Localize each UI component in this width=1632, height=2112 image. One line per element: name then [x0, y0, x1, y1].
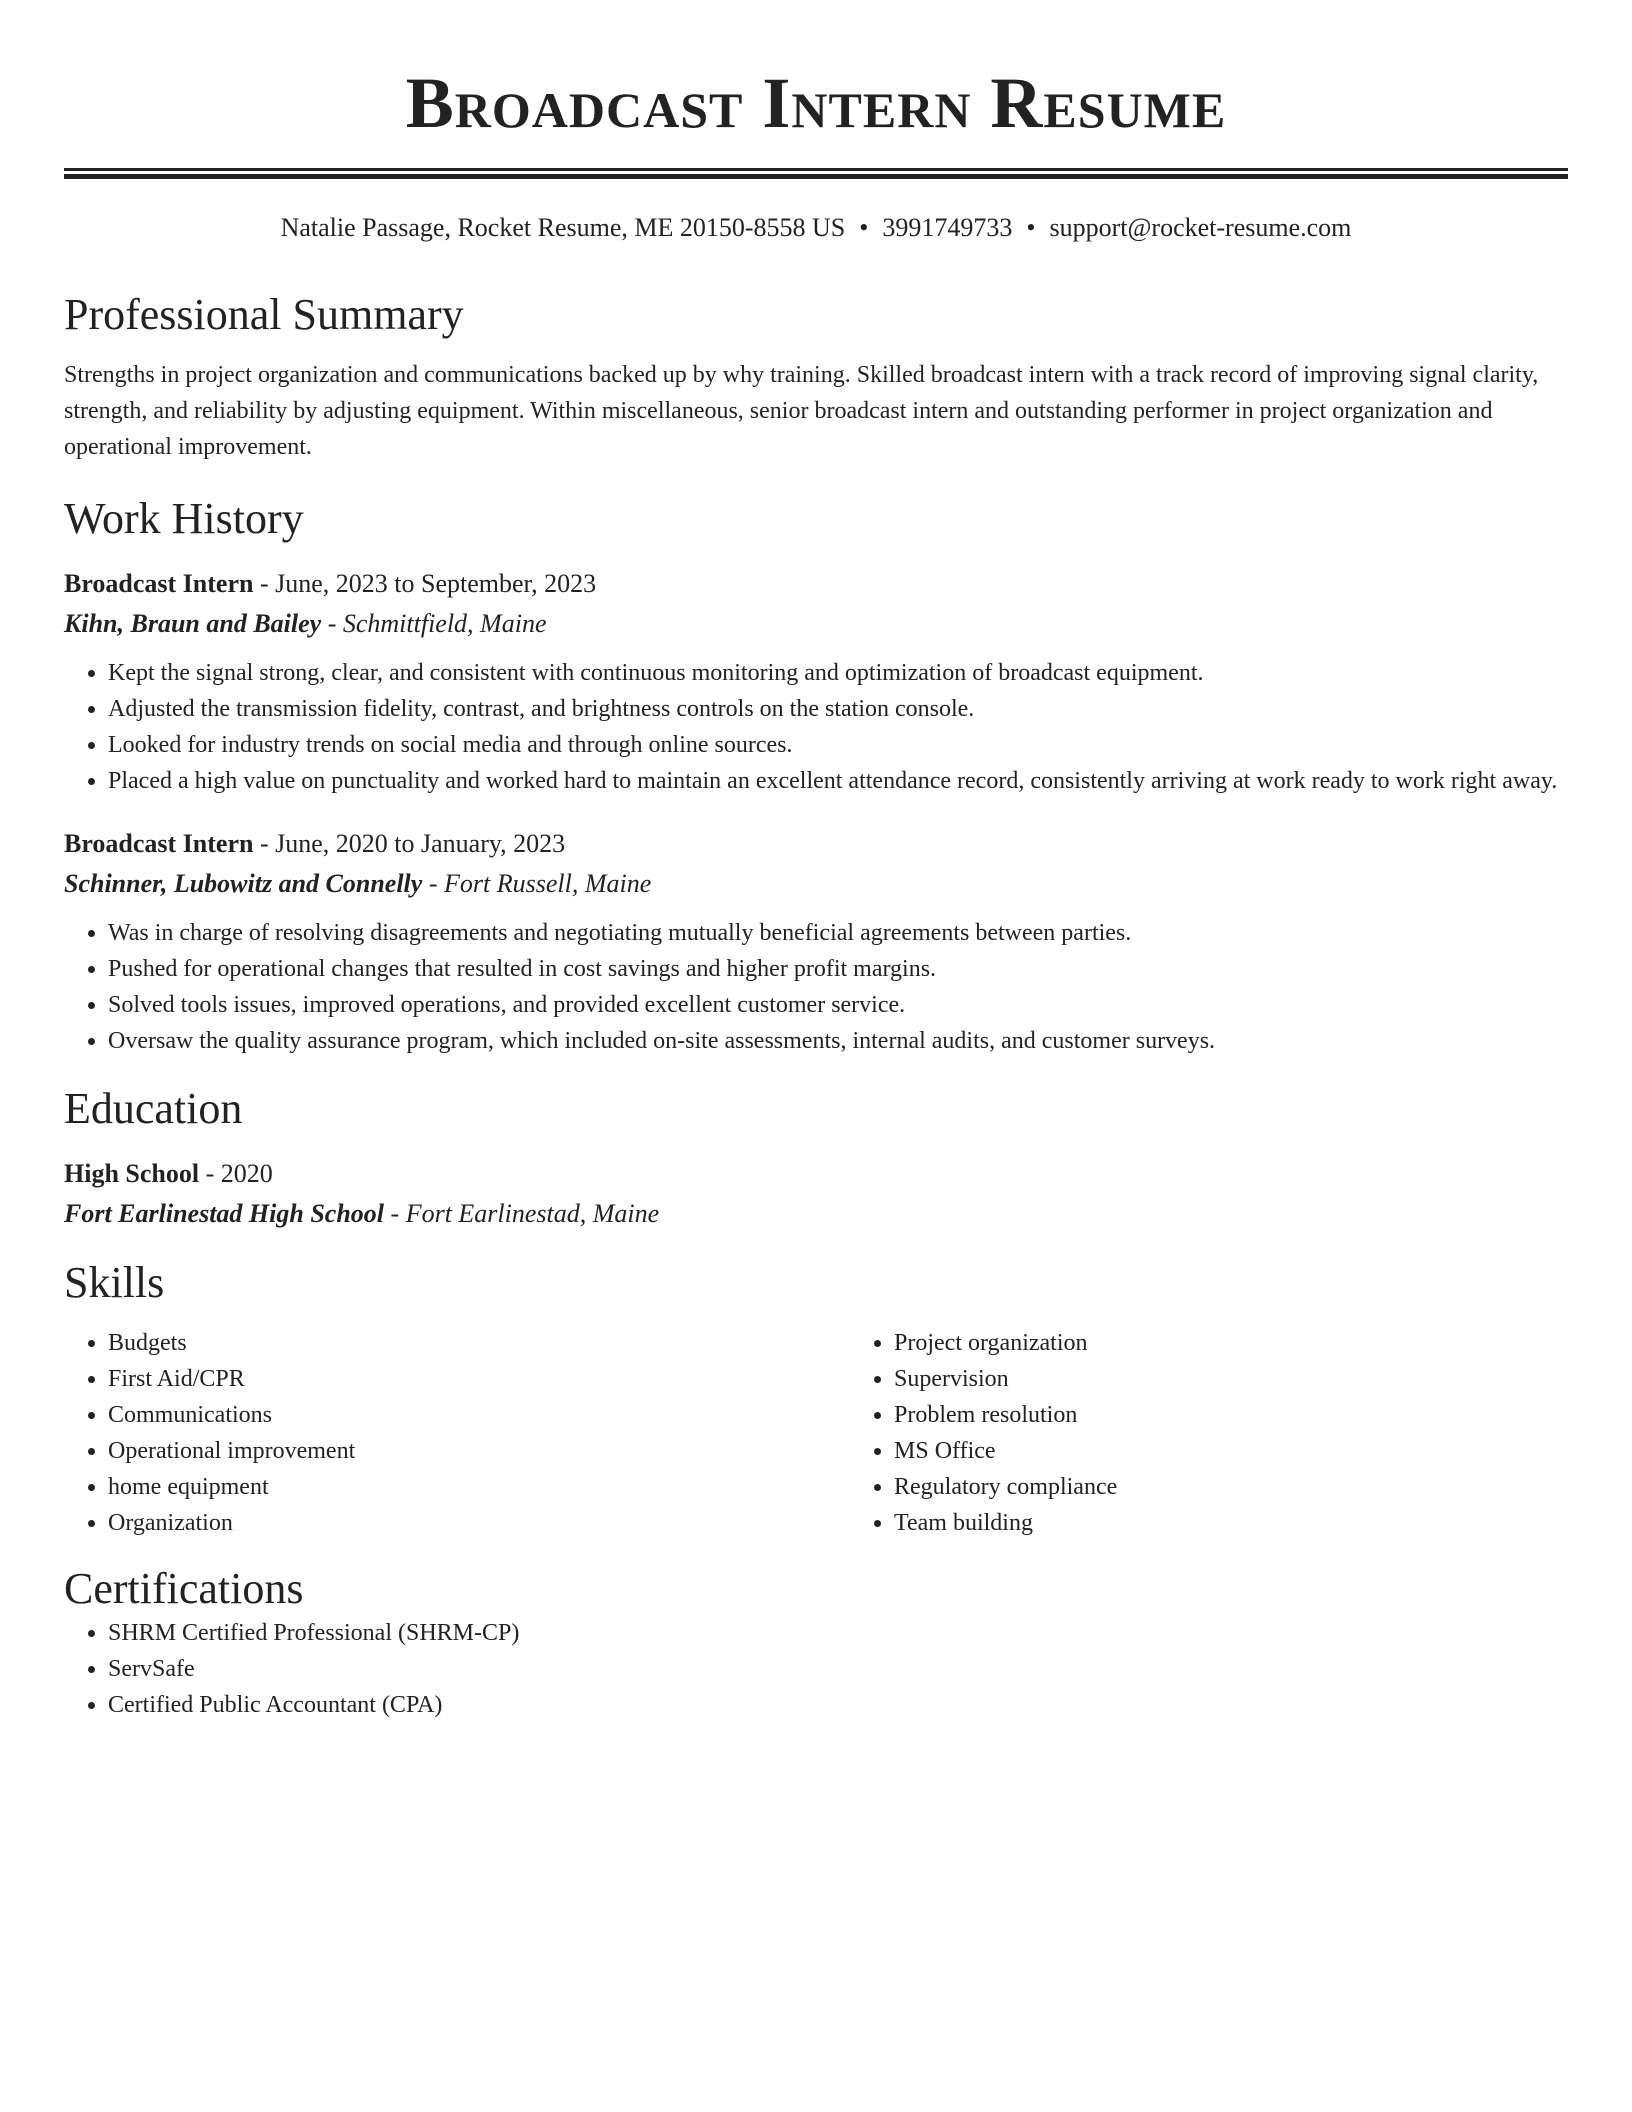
education-heading: Education	[64, 1084, 243, 1133]
summary-text: Strengths in project organization and communications backed up by why training. Skilled broadcast intern with a track record of improving signal clarity, strength, and reliability by adjusting equipment. Within miscellaneous, senior broadcast intern and outstanding performer in project organization and operational improvement.	[64, 362, 1539, 460]
skill-item: • Problem resolution	[894, 1397, 1632, 1433]
contact-line	[64, 213, 1568, 243]
skill-item: • Organization	[108, 1505, 850, 1541]
resume-title: Broadcast Intern Resume	[405, 63, 1227, 143]
education-school: Fort Earlinestad High School	[64, 1199, 385, 1228]
certification-item: • SHRM Certified Professional (SHRM-CP)	[108, 1615, 1568, 1651]
job-bullet: • Pushed for operational changes that resulted in cost savings and higher profit margins.	[108, 951, 1568, 987]
skills-heading: Skills	[64, 1258, 165, 1307]
job-title: Broadcast Intern	[64, 829, 254, 858]
summary-heading: Professional Summary	[64, 290, 464, 339]
skill-item: • Supervision	[894, 1361, 1632, 1397]
job-location: - Fort Russell, Maine	[422, 869, 652, 898]
education-year: - 2020	[199, 1159, 273, 1188]
job-dates: - June, 2023 to September, 2023	[253, 569, 597, 598]
skill-item: • home equipment	[108, 1469, 850, 1505]
skill-item: • Project organization	[894, 1325, 1632, 1361]
job-title-line	[64, 569, 1568, 599]
job-bullet: • Solved tools issues, improved operations, and provided excellent customer service.	[108, 987, 1568, 1023]
job-company: Schinner, Lubowitz and Connelly	[64, 869, 423, 898]
job-bullet: • Oversaw the quality assurance program, which included on-site assessments, internal audits, and customer surveys.	[108, 1023, 1568, 1059]
education-entry	[64, 1159, 1568, 1229]
job-company: Kihn, Braun and Bailey	[64, 609, 322, 638]
job-location: - Schmittfield, Maine	[321, 609, 547, 638]
job-bullet: • Looked for industry trends on social media and through online sources.	[108, 727, 1568, 763]
skill-item: • Communications	[108, 1397, 850, 1433]
skill-item: • Budgets	[108, 1325, 850, 1361]
skill-item: • MS Office	[894, 1433, 1632, 1469]
skills-column-right	[850, 1325, 1632, 1541]
job-entry	[64, 569, 1568, 799]
title-divider	[64, 168, 1568, 179]
skill-item: • First Aid/CPR	[108, 1361, 850, 1397]
job-company-line	[64, 609, 1568, 639]
skill-item: • Team building	[894, 1505, 1632, 1541]
job-entry	[64, 829, 1568, 1059]
job-bullet: • Adjusted the transmission fidelity, contrast, and brightness controls on the station console.	[108, 691, 1568, 727]
job-company-line	[64, 869, 1568, 899]
job-bullets	[64, 655, 1568, 799]
skills-list	[64, 1325, 1568, 1541]
certifications-list	[64, 1615, 1568, 1723]
skills-column-left	[64, 1325, 850, 1541]
education-degree-line	[64, 1159, 1568, 1189]
job-bullet: • Placed a high value on punctuality and worked hard to maintain an excellent attendance record, consistently arriving at work ready to work right away.	[108, 763, 1568, 799]
job-bullet: • Kept the signal strong, clear, and consistent with continuous monitoring and optimization of broadcast equipment.	[108, 655, 1568, 691]
job-dates: - June, 2020 to January, 2023	[253, 829, 566, 858]
education-location: - Fort Earlinestad, Maine	[384, 1199, 660, 1228]
certification-item: • Certified Public Accountant (CPA)	[108, 1687, 1568, 1723]
contact-email: support@rocket-resume.com	[1049, 213, 1352, 242]
certification-item: • ServSafe	[108, 1651, 1568, 1687]
certifications-heading: Certifications	[64, 1564, 304, 1613]
job-title-line	[64, 829, 1568, 859]
job-title: Broadcast Intern	[64, 569, 254, 598]
contact-separator: •	[859, 213, 869, 242]
contact-phone: 3991749733	[882, 213, 1013, 242]
job-bullet: • Was in charge of resolving disagreements and negotiating mutually beneficial agreements between parties.	[108, 915, 1568, 951]
work-history-heading: Work History	[64, 494, 304, 543]
skill-item: • Operational improvement	[108, 1433, 850, 1469]
job-bullets	[64, 915, 1568, 1059]
contact-separator: •	[1026, 213, 1036, 242]
education-school-line	[64, 1199, 1568, 1229]
contact-address: Natalie Passage, Rocket Resume, ME 20150-8558 US	[280, 213, 846, 242]
education-degree: High School	[64, 1159, 200, 1188]
skill-item: • Regulatory compliance	[894, 1469, 1632, 1505]
